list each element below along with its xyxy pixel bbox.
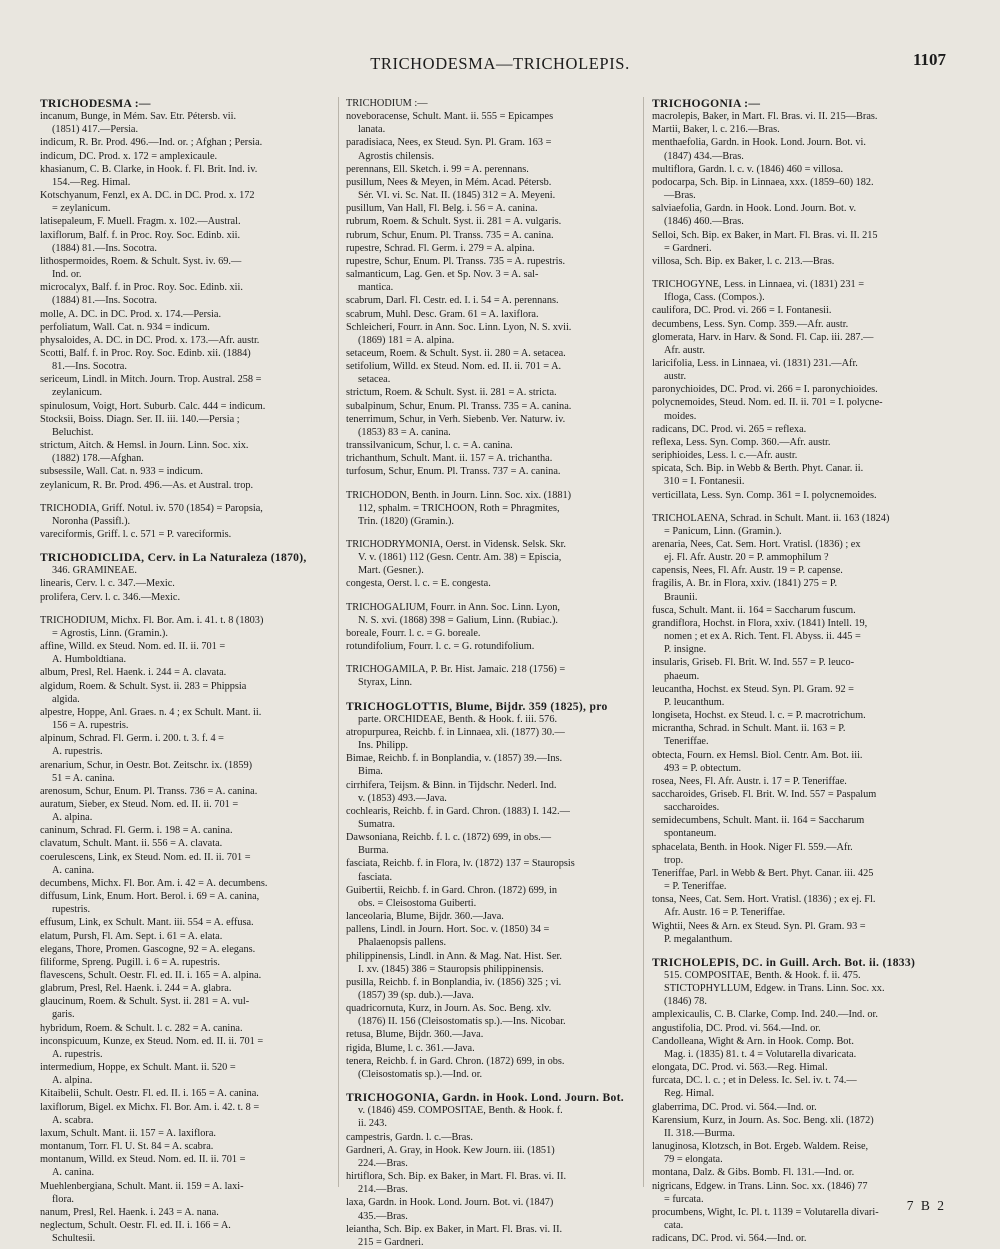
entry-line: = Agrostis, Linn. (Gramin.). [52,627,168,639]
entry-line: salmanticum, Lag. Gen. et Sp. Nov. 3 = A. sal- [346,269,539,281]
entry-line: Selloi, Sch. Bip. ex Baker, in Mart. Fl. Bras. vi. II. 215 [652,229,878,241]
entry-line: 51 = A. canina. [52,772,115,784]
entry-line: Scotti, Balf. f. in Proc. Roy. Soc. Edinb. xii. (1884) [40,347,251,359]
entry-line: radicans, DC. Prod. vi. 564.—Ind. or. [652,1233,807,1245]
entry-line: flavescens, Schult. Oestr. Fl. ed. II. i. 165 = A. alpina. [40,970,262,981]
entry-line: perfoliatum, Wall. Cat. n. 934 = indicum. [40,321,210,333]
running-head: TRICHODESMA—TRICHOLEPIS. [370,54,630,73]
entry-line: trichanthum, Schult. Mant. ii. 157 = A. trichantha. [346,453,553,465]
entry-line: N. S. xvi. (1868) 398 = Galium, Linn. (Rubiac.). [358,614,558,626]
entry-line: turfosum, Schur, Enum. Pl. Transs. 737 = A. canina. [346,466,561,478]
entry-line: leucantha, Hochst. ex Steud. Syn. Pl. Gram. 92 = [652,683,854,695]
entry-line: (1851) 417.—Persia. [52,124,139,136]
entry-line: congesta, Oerst. l. c. = E. congesta. [346,578,491,590]
entry-line: laxiflorum, Bigel. ex Michx. Fl. Bor. Am. i. 42. t. 8 = [40,1101,260,1113]
entry-line: scabrum, Darl. Fl. Cestr. ed. I. i. 54 = A. perennans. [346,295,559,307]
entry-line: Karensium, Kurz, in Journ. As. Soc. Beng. xli. (1872) [652,1114,874,1126]
entry-line: (1876) II. 156 (Cleisostomatis sp.).—Ins. Nicobar. [358,1016,566,1028]
column-left [40,97,346,1245]
entry-line: Guibertii, Reichb. f. in Gard. Chron. (1872) 699, in [346,884,558,896]
entry-line: = furcata. [664,1193,704,1205]
entry-line: inconspicuum, Kunze, ex Steud. Nom. ed. II. ii. 701 = [40,1035,264,1047]
genus-heading: TRICHOGLOTTIS, Blume, Bijdr. 359 (1825), pro [346,699,608,713]
entry-line: clavatum, Schult. Mant. ii. 556 = A. clavata. [40,838,223,850]
entry-line: incanum, Bunge, in Mém. Sav. Etr. Pétersb. vii. [40,111,237,123]
entry-line: nomen ; et ex A. Rich. Tent. Fl. Abyss. ii. 445 = [664,631,861,643]
entry-line: elongata, DC. Prod. vi. 563.—Reg. Himal. [652,1062,828,1074]
entry-line: macrolepis, Baker, in Mart. Fl. Bras. vi. II. 215—Bras. [652,111,878,123]
entry-line: = Panicum, Linn. (Gramin.). [664,525,782,537]
entry-line: multiflora, Gardn. l. c. v. (1846) 460 = villosa. [652,163,844,175]
entry-line: laricifolia, Less. in Linnaea, vi. (1831) 231.—Afr. [652,357,858,369]
entry-line: microcalyx, Balf. f. in Proc. Roy. Soc. Edinb. xii. [40,282,243,294]
entry-line: filiforme, Spreng. Pugill. i. 6 = A. rupestris. [40,956,220,968]
entry-line: P. leucanthum. [664,696,725,708]
entry-line: glabrum, Presl, Rel. Haenk. i. 244 = A. glabra. [40,983,232,995]
entry-line: fasciata, Reichb. f. in Flora, lv. (1872) 137 = Stauropsis [346,858,575,870]
entry-line: paradisiaca, Nees, ex Steud. Syn. Pl. Gram. 163 = [346,137,552,149]
entry-line: radicans, DC. Prod. vi. 265 = reflexa. [652,423,807,435]
entry-line: (1847) 434.—Bras. [664,150,744,162]
entry-line: montanum, Willd. ex Steud. Nom. ed. II. ii. 701 = [40,1154,246,1166]
entry-line: 112, sphalm. = TRICHOON, Roth = Phragmites, [358,502,560,514]
entry-line: (1857) 39 (sp. dub.).—Java. [358,990,474,1001]
entry-line: coerulescens, Link, ex Steud. Nom. ed. II. ii. 701 = [40,851,251,863]
entry-line: V. v. (1861) 112 (Gesn. Centr. Am. 38) = Episcia, [358,552,562,564]
entry-line: Sumatra. [358,818,395,830]
entry-line: A. alpina. [52,812,93,824]
entry-line: Ins. Philipp. [358,740,409,752]
entry-line: lanata. [358,124,386,136]
entry-line: pallens, Lindl. in Journ. Hort. Soc. v. (1850) 34 = [346,924,550,936]
entry-line: angustifolia, DC. Prod. vi. 564.—Ind. or. [652,1022,821,1034]
entry-line: moides. [664,410,697,422]
entry-line: parte. ORCHIDEAE, Benth. & Hook. f. iii. 576. [358,713,558,725]
entry-line: subsessile, Wall. Cat. n. 933 = indicum. [40,466,203,478]
entry-line: transsilvanicum, Schur, l. c. = A. canina. [346,440,513,452]
entry-line: arenarium, Schur, in Oestr. Bot. Zeitschr. ix. (1859) [40,759,253,771]
entry-line: neglectum, Schult. Oestr. Fl. ed. II. i. 166 = A. [40,1219,231,1231]
entry-line: alpestre, Hoppe, Anl. Graes. n. 4 ; ex Schult. Mant. ii. [40,706,262,718]
entry-line: 435.—Bras. [358,1210,408,1222]
entry-line: fusca, Schult. Mant. ii. 164 = Saccharum fuscum. [652,604,856,616]
entry-line: 224.—Bras. [358,1157,408,1169]
entry-line: Kotschyanum, Fenzl, ex A. DC. in DC. Prod. x. 172 [40,190,255,202]
entry-line: indicum, R. Br. Prod. 496.—Ind. or. ; Afghan ; Persia. [40,137,263,149]
entry-gap [346,653,652,663]
entry-line: Sér. VI. vi. Sc. Nat. II. (1845) 312 = A. Meyeni. [358,190,556,202]
entry-line: amplexicaulis, C. B. Clarke, Comp. Ind. 240.—Ind. or. [652,1009,878,1021]
entry-line: = zeylanicum. [52,203,111,215]
entry-gap [346,690,652,700]
entry-line: seriphioides, Less. l. c.—Afr. austr. [652,450,798,462]
entry-line: v. (1846) 459. COMPOSITAE, Benth. & Hook. f. [358,1105,563,1117]
entry-line: pusilla, Reichb. f. in Bonplandia, iv. (1856) 325 ; vi. [346,976,562,988]
genus-heading: TRICHODESMA :— [40,97,151,110]
entry-line: retusa, Blume, Bijdr. 360.—Java. [346,1029,484,1041]
entry-line: Muehlenbergiana, Schult. Mant. ii. 159 = A. laxi- [40,1180,244,1192]
entry-line: Bimae, Reichb. f. in Bonplandia, v. (1857) 39.—Ins. [346,753,563,765]
entry-line: quadricornuta, Kurz, in Journ. As. Soc. Beng. xlv. [346,1003,552,1015]
genus-heading: TRICHOGONIA, Gardn. in Hook. Lond. Journ. Bot. [346,1091,624,1105]
entry-line: rupestris. [52,904,91,916]
entry-line: ej. Fl. Afr. Austr. 20 = P. ammophilum ? [664,552,829,564]
entry-line: TRICHOGYNE, Less. in Linnaea, vi. (1831) 231 = [652,279,864,291]
entry-line: A. Humboldtiana. [52,654,127,666]
entry-line: Dawsoniana, Reichb. f. l. c. (1872) 699, in obs.— [346,832,552,844]
entry-line: Teneriffae, Parl. in Webb & Bert. Phyt. Canar. iii. 425 [652,867,874,879]
entry-line: hirtiflora, Sch. Bip. ex Baker, in Mart. Fl. Bras. vi. II. [346,1171,567,1183]
entry-line: (1846) 78. [664,996,707,1008]
entry-line: rigida, Blume, l. c. 361.—Java. [346,1042,475,1054]
entry-line: strictum, Roem. & Schult. Syst. ii. 281 = A. stricta. [346,387,557,399]
entry-line: setacea. [358,374,391,386]
entry-line: subalpinum, Schur, Enum. Pl. Transs. 735 = A. canina. [346,400,572,412]
entry-line: TRICHOGAMILA, P. Br. Hist. Jamaic. 218 (1756) = [346,664,566,676]
entry-line: Ind. or. [52,269,82,281]
entry-gap [346,1081,652,1091]
entry-line: podocarpa, Sch. Bip. in Linnaea, xxx. (1859–60) 182. [652,176,874,188]
entry-line: TRICHOGALIUM, Fourr. in Ann. Soc. Linn. Lyon, [346,601,560,613]
entry-line: micrantha, Schrad. in Schult. Mant. ii. 163 = P. [652,723,846,735]
entry-line: hybridum, Roem. & Schult. l. c. 282 = A. canina. [40,1022,243,1034]
entry-line: paronychioides, DC. Prod. vi. 266 = I. paronychioides. [652,384,878,396]
entry-line: glaucinum, Roem. & Schult. Syst. ii. 281 = A. vul- [40,996,250,1008]
entry-line: pusillum, Van Hall, Fl. Belg. i. 56 = A. canina. [346,203,538,215]
entry-line: Burma. [358,845,389,857]
entry-line: spinulosum, Voigt, Hort. Suburb. Calc. 444 = indicum. [40,400,266,412]
entry-line: lanceolaria, Blume, Bijdr. 360.—Java. [346,911,504,923]
entry-line: laxum, Schult. Mant. ii. 157 = A. laxiflora. [40,1127,216,1139]
entry-line: vareciformis, Griff. l. c. 571 = P. vareciformis. [40,529,232,540]
entry-line: rubrum, Schur, Enum. Pl. Transs. 735 = A. canina. [346,229,554,241]
entry-line: salviaefolia, Gardn. in Hook. Lond. Journ. Bot. v. [652,203,857,215]
entry-line: elegans, Thore, Promen. Gascogne, 92 = A. elegans. [40,943,256,955]
entry-line: TRICHODRYMONIA, Oerst. in Vidensk. Selsk. Skr. [346,539,567,550]
entry-line: II. 318.—Burma. [664,1127,735,1139]
entry-line: campestris, Gardn. l. c.—Bras. [346,1131,473,1143]
entry-line: scabrum, Muhl. Desc. Gram. 61 = A. laxiflora. [346,308,539,320]
entry-line: sphacelata, Benth. in Hook. Niger Fl. 559.—Afr. [652,841,853,853]
entry-line: (1846) 460.—Bras. [664,216,744,228]
entry-line: cata. [664,1219,684,1231]
entry-line: intermedium, Hoppe, ex Schult. Mant. ii. 520 = [40,1062,236,1074]
entry-line: capensis, Nees, Fl. Afr. Austr. 19 = P. capense. [652,565,843,577]
entry-line: reflexa, Less. Syn. Comp. 360.—Afr. austr. [652,436,831,448]
entry-line: arenosum, Schur, Enum. Pl. Transs. 736 = A. canina. [40,785,258,797]
entry-line: 215 = Gardneri. [358,1236,424,1248]
entry-line: Bima. [358,766,383,778]
entry-line: mantica. [358,282,394,294]
entry-line: boreale, Fourr. l. c. = G. boreale. [346,627,481,639]
entry-line: procumbens, Wight, Ic. Pl. t. 1139 = Volutarella divari- [652,1206,879,1218]
entry-line: khasianum, C. B. Clarke, in Hook. f. Fl. Brit. Ind. iv. [40,163,258,175]
entry-line: Styrax, Linn. [358,677,413,689]
entry-line: decumbens, Michx. Fl. Bor. Am. i. 42 = A. decumbens. [40,877,268,889]
entry-line: noveboracense, Schult. Mant. ii. 555 = Epicampes [346,111,554,123]
entry-line: Braunii. [664,591,698,603]
entry-line: fragilis, A. Br. in Flora, xxiv. (1841) 275 = P. [652,578,838,590]
entry-line: trop. [664,854,684,866]
entry-gap [652,946,962,956]
entry-line: 515. COMPOSITAE, Benth. & Hook. f. ii. 475. [664,970,861,981]
entry-line: STICTOPHYLLUM, Edgew. in Trans. Linn. Soc. xx. [664,983,885,995]
entry-line: Schleicheri, Fourr. in Ann. Soc. Linn. Lyon, N. S. xvii. [346,321,572,333]
entry-gap [346,528,652,538]
entry-line: TRICHODIA, Griff. Notul. iv. 570 (1854) = Paropsia, [40,502,263,514]
entry-gap [346,479,652,489]
entry-line: longiseta, Hochst. ex Steud. l. c. = P. macrotrichum. [652,710,866,722]
entry-line: P. insigne. [664,644,707,656]
entry-line: zeylanicum, R. Br. Prod. 496.—As. et Austral. trop. [40,479,254,491]
entry-line: Agrostis chilensis. [358,150,435,162]
entry-line: cochlearis, Reichb. f. in Gard. Chron. (1883) I. 142.— [346,805,570,817]
entry-line: indicum, DC. Prod. x. 172 = amplexicaule. [40,150,218,162]
entry-line: phaeum. [664,670,700,682]
entry-line: A. canina. [52,1167,95,1179]
entry-line: ii. 243. [358,1118,387,1130]
entry-line: = P. Teneriffae. [664,881,727,893]
entry-line: atropurpurea, Reichb. f. in Linnaea, xli. (1877) 30.— [346,726,565,738]
entry-line: effusum, Link, ex Schult. Mant. iii. 554 = A. effusa. [40,917,254,929]
entry-gap [40,604,346,614]
entry-line: leiantha, Sch. Bip. ex Baker, in Mart. Fl. Bras. vi. II. [346,1223,563,1235]
entry-line: tenera, Reichb. f. in Gard. Chron. (1872) 699, in obs. [346,1055,565,1067]
entry-line: verticillata, Less. Syn. Comp. 361 = I. polycnemoides. [652,489,877,501]
entry-line: lanuginosa, Klotzsch, in Bot. Ergeb. Waldem. Reise, [652,1141,869,1153]
entry-line: P. megalanthum. [664,933,733,945]
entry-gap [346,591,652,601]
genus-heading: TRICHOGONIA :— [652,97,761,110]
entry-line: obs. = Cleisostoma Guiberti. [358,897,477,909]
entry-line: (1882) 178.—Afghan. [52,453,144,465]
entry-line: Phalaenopsis pallens. [358,937,447,949]
entry-line: = Gardneri. [664,242,712,254]
entry-line: prolifera, Cerv. l. c. 346.—Mexic. [40,591,181,603]
entry-line: Teneriffae. [664,736,709,748]
entry-line: A. scabra. [52,1114,94,1126]
entry-line: album, Presl, Rel. Haenk. i. 244 = A. clavata. [40,667,227,679]
entry-line: 79 = elongata. [664,1154,723,1166]
entry-line: arenaria, Nees, Cat. Sem. Hort. Vratisl. (1836) ; ex [652,539,861,550]
entry-line: A. rupestris. [52,746,103,758]
entry-line: rupestre, Schrad. Fl. Germ. i. 279 = A. alpina. [346,242,535,254]
entry-line: elatum, Pursh, Fl. Am. Sept. i. 61 = A. elata. [40,930,223,942]
entry-line: —Bras. [664,190,696,202]
entry-line: 493 = P. obtectum. [664,762,742,774]
entry-line: rosea, Nees, Fl. Afr. Austr. i. 17 = P. Teneriffae. [652,775,847,787]
entry-line: Stocksii, Boiss. Diagn. Ser. II. iii. 140.—Persia ; [40,413,240,425]
entry-line: Kitaibelii, Schult. Oestr. Fl. ed. II. i. 165 = A. canina. [40,1088,259,1100]
entry-line: Schultesii. [52,1233,96,1245]
entry-line: montanum, Torr. Fl. U. St. 84 = A. scabra. [40,1141,214,1153]
entry-line: TRICHODON, Benth. in Journ. Linn. Soc. xix. (1881) [346,489,572,501]
entry-line: cirrhifera, Teijsm. & Binn. in Tijdschr. Nederl. Ind. [346,779,557,791]
entry-line: Beluchist. [52,426,94,438]
entry-line: v. (1853) 493.—Java. [358,792,447,804]
entry-line: pusillum, Nees & Meyen, in Mém. Acad. Pétersb. [346,176,552,188]
entry-line: linearis, Cerv. l. c. 347.—Mexic. [40,578,175,590]
entry-line: nanum, Presl, Rel. Haenk. i. 243 = A. nana. [40,1206,219,1218]
entry-line: latisepaleum, F. Muell. Fragm. x. 102.—Austral. [40,216,241,228]
signature-mark: 7 B 2 [906,1198,946,1213]
entry-line: 156 = A. rupestris. [52,720,129,732]
entry-line: austr. [664,371,687,383]
entry-line: fasciata. [358,871,393,883]
entry-line: setifolium, Willd. ex Steud. Nom. ed. II. ii. 701 = A. [346,361,562,373]
entry-line: 346. GRAMINEAE. [52,565,137,577]
entry-line: A. rupestris. [52,1048,103,1060]
entry-line: laxa, Gardn. in Hook. Lond. Journ. Bot. vi. (1847) [346,1197,554,1209]
entry-line: Candolleana, Wight & Arn. in Hook. Comp. Bot. [652,1035,854,1047]
entry-line: I. xv. (1845) 386 = Stauropsis philippinensis. [358,963,544,975]
entry-line: A. canina. [52,864,95,876]
entry-line: zeylanicum. [52,387,103,399]
entry-line: TRICHOLAENA, Schrad. in Schult. Mant. ii. 163 (1824) [652,512,890,524]
entry-line: alpinum, Schrad. Fl. Germ. i. 200. t. 3. f. 4 = [40,733,224,745]
entry-line: decumbens, Less. Syn. Comp. 359.—Afr. austr. [652,318,849,330]
entry-line: lithospermoides, Roem. & Schult. Syst. iv. 69.— [40,255,242,267]
entry-line: glaberrima, DC. Prod. vi. 564.—Ind. or. [652,1101,817,1113]
entry-line: (1853) 83 = A. canina. [358,426,451,438]
entry-line: Noronha (Passifl.). [52,515,131,527]
entry-line: flora. [52,1193,75,1205]
entry-line: TRICHODIUM, Michx. Fl. Bor. Am. i. 41. t. 8 (1803) [40,614,264,626]
entry-line: setaceum, Roem. & Schult. Syst. ii. 280 = A. setacea. [346,347,566,359]
entry-line: Reg. Himal. [664,1088,715,1100]
entry-line: (1884) 81.—Ins. Socotra. [52,242,157,254]
entry-line: caulifora, DC. Prod. vi. 266 = I. Fontanesii. [652,305,832,317]
entry-line: sericeum, Lindl. in Mitch. Journ. Trop. Austral. 258 = [40,374,262,386]
entry-line: grandiflora, Hochst. in Flora, xxiv. (1841) Intell. 19, [652,617,868,629]
entry-line: A. alpina. [52,1075,93,1087]
entry-line: insularis, Griseb. Fl. Brit. W. Ind. 557 = P. leuco- [652,657,855,669]
entry-line: 214.—Bras. [358,1184,408,1196]
entry-line: saccharoides. [664,802,720,814]
entry-line: Ifloga, Cass. (Compos.). [664,292,765,304]
genus-heading: TRICHOLEPIS, DC. in Guill. Arch. Bot. ii. (1833) [652,955,916,969]
entry-line: (Cleisostomatis sp.).—Ind. or. [358,1068,483,1080]
entry-line: physaloides, A. DC. in DC. Prod. x. 173.—Afr. austr. [40,334,260,346]
entry-line: (1869) 181 = A. alpina. [358,334,455,346]
entry-gap [40,541,346,551]
entry-line: tenerrimum, Schur, in Verh. Siebenb. Ver. Naturw. iv. [346,413,566,425]
entry-line: saccharoides, Griseb. Fl. Brit. W. Ind. 557 = Paspalum [652,788,877,800]
entry-line: strictum, Aitch. & Hemsl. in Journ. Linn. Soc. xix. [40,440,249,452]
entry-line: laxiflorum, Balf. f. in Proc. Roy. Soc. Edinb. xii. [40,229,241,241]
entry-line: caninum, Schrad. Fl. Germ. i. 198 = A. canina. [40,825,233,837]
entry-line: Mag. i. (1835) 81. t. 4 = Volutarella divaricata. [664,1048,857,1060]
entry-line: nigricans, Edgew. in Trans. Linn. Soc. xx. (1846) 77 [652,1180,868,1192]
entry-line: algidum, Roem. & Schult. Syst. ii. 283 = Phippsia [40,680,247,692]
entry-line: montana, Dalz. & Gibs. Bomb. Fl. 131.—Ind. or. [652,1167,855,1179]
entry-line: glomerata, Harv. in Harv. & Sond. Fl. Cap. iii. 287.— [652,331,874,343]
entry-line: TRICHODIUM :— [346,98,428,109]
entry-line: spicata, Sch. Bip. in Webb & Berth. Phyt. Canar. ii. [652,463,864,475]
entry-line: Afr. austr. [664,344,705,356]
entry-line: polycnemoides, Steud. Nom. ed. II. ii. 701 = I. polycne- [652,397,883,409]
entry-line: Trin. (1820) (Gramin.). [358,515,455,527]
column-middle [346,97,652,1248]
entry-line: 81.—Ins. Socotra. [52,361,127,373]
entry-line: molle, A. DC. in DC. Prod. x. 174.—Persia. [40,308,222,320]
entry-line: rupestre, Schur, Enum. Pl. Transs. 735 = A. rupestris. [346,255,566,267]
entry-line: auratum, Sieber, ex Steud. Nom. ed. II. ii. 701 = [40,798,239,810]
entry-line: (1884) 81.—Ins. Socotra. [52,295,157,307]
genus-heading: TRICHODICLIDA, Cerv. in La Naturaleza (1870), [40,551,307,565]
entry-line: tonsa, Nees, Cat. Sem. Hort. Vratisl. (1836) ; ex ej. Fl. [652,894,876,906]
entry-line: Wightii, Nees & Arn. ex Steud. Syn. Pl. Gram. 93 = [652,920,866,932]
entry-line: rubrum, Roem. & Schult. Syst. ii. 281 = A. vulgaris. [346,216,562,228]
entry-line: Martii, Baker, l. c. 216.—Bras. [652,124,780,136]
entry-line: affine, Willd. ex Steud. Nom. ed. II. ii. 701 = [40,641,226,653]
entry-line: perennans, Ell. Sketch. i. 99 = A. perennans. [346,163,529,175]
entry-gap [652,268,962,278]
entry-line: villosa, Sch. Bip. ex Baker, l. c. 213.—Bras. [652,255,835,267]
entry-line: obtecta, Fourn. ex Hemsl. Biol. Centr. Am. Bot. iii. [652,749,863,761]
entry-line: diffusum, Link, Enum. Hort. Berol. i. 69 = A. canina, [40,891,260,903]
entry-gap [652,502,962,512]
entry-line: rotundifolium, Fourr. l. c. = G. rotundifolium. [346,641,535,653]
entry-line: 310 = I. Fontanesii. [664,476,745,488]
entry-line: garis. [52,1009,75,1021]
entry-line: Gardneri, A. Gray, in Hook. Kew Journ. iii. (1851) [346,1144,555,1156]
entry-line: menthaefolia, Gardn. in Hook. Lond. Journ. Bot. vi. [652,137,866,149]
entry-line: Afr. Austr. 16 = P. Teneriffae. [664,907,786,919]
entry-line: spontaneum. [664,828,717,840]
entry-line: 154.—Reg. Himal. [52,176,131,188]
entry-line: Mart. (Gesner.). [358,565,424,577]
entry-line: semidecumbens, Schult. Mant. ii. 164 = Saccharum [652,815,865,827]
entry-line: algida. [52,693,80,705]
entry-line: furcata, DC. l. c. ; et in Deless. Ic. Sel. iv. t. 74.— [652,1075,857,1087]
entry-line: philippinensis, Lindl. in Ann. & Mag. Nat. Hist. Ser. [346,950,562,962]
entry-gap [40,492,346,502]
page-number: 1107 [912,50,946,69]
